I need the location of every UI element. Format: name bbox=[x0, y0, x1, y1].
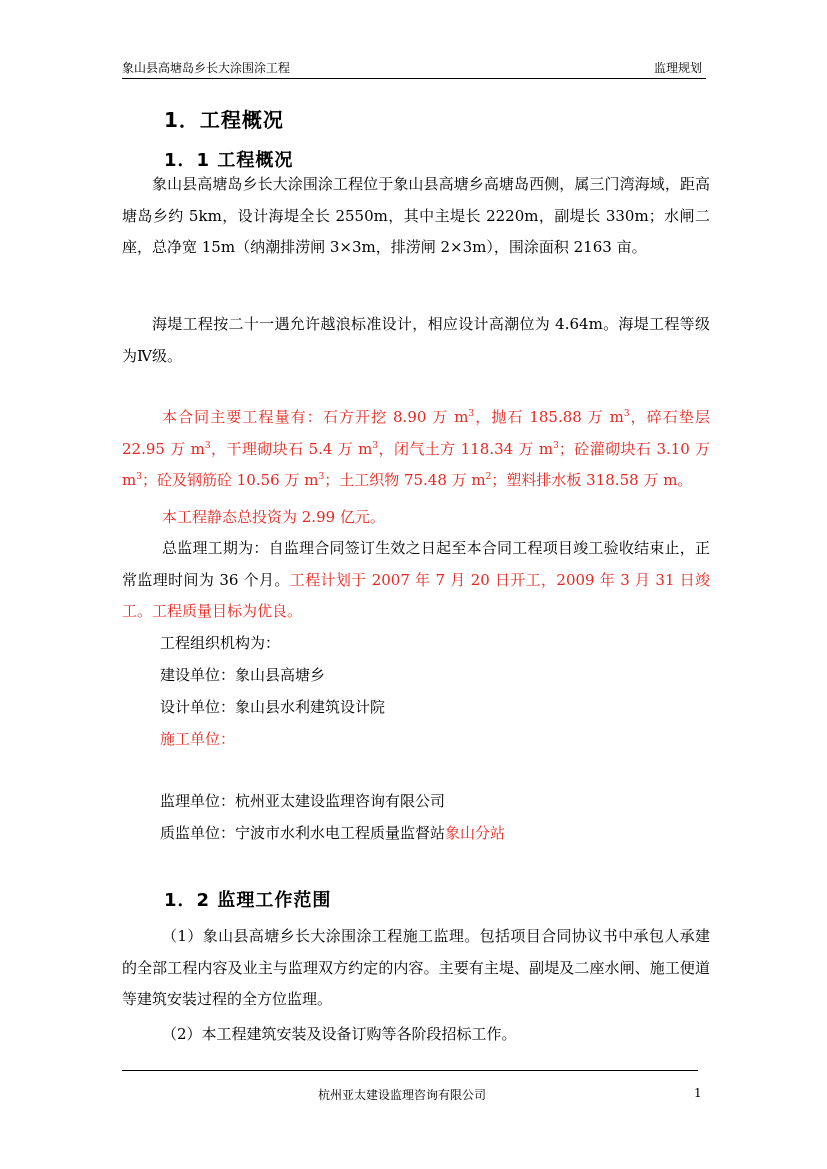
quantity-gravel: ，碎石垫层 22.95 万 m bbox=[122, 408, 710, 458]
sup-3: 3 bbox=[136, 472, 142, 482]
sup-3: 3 bbox=[204, 440, 211, 451]
org-build-unit: 建设单位：象山县高塘乡 bbox=[160, 666, 326, 684]
sup-3: 3 bbox=[553, 440, 559, 451]
sup-3: 3 bbox=[318, 472, 325, 482]
header-project-title: 象山县高塘岛乡长大涂围涂工程 bbox=[122, 61, 291, 75]
quantity-earthwork: ，闭气土方 118.34 万 m bbox=[378, 439, 554, 458]
paragraph-design-standard: 海堤工程按二十一遇允许越浪标准设计，相应设计高潮位为 4.64m。海堤工程等级为Ⅳ级。 bbox=[122, 315, 710, 365]
sup-3: 3 bbox=[623, 409, 630, 419]
footer-company: 杭州亚太建设监理咨询有限公司 bbox=[318, 1088, 487, 1102]
org-quality-unit bbox=[160, 818, 505, 850]
paragraph-period bbox=[122, 533, 710, 628]
sup-3: 3 bbox=[372, 440, 379, 451]
period-schedule: 工程计划于 2007 年 7 月 20 日开工，2009 年 3 月 31 日竣工。工程质量目标为优良。 bbox=[122, 570, 711, 620]
quantities-intro: 本合同主要工程量有： bbox=[162, 408, 323, 426]
period-text: 总监理工期为：自监理合同签订生效之日起至本合同工程项目竣工验收结束止，正常监理时间为 36 个月。 bbox=[122, 539, 710, 589]
footer-rule bbox=[122, 1070, 698, 1071]
heading-1-1: 1．1 工程概况 bbox=[164, 150, 294, 171]
quantity-geotextile: ；土工织物 75.48 万 m bbox=[324, 471, 486, 489]
page-number: 1 bbox=[694, 1086, 702, 1100]
paragraph-scope-2: （2）本工程建筑安装及设备订购等各阶段招标工作。 bbox=[162, 1025, 517, 1043]
quantity-drain-board: ；塑料排水板 318.58 万 m。 bbox=[491, 471, 693, 489]
org-quality-branch: 象山分站 bbox=[445, 824, 506, 842]
org-title: 工程组织机构为： bbox=[160, 634, 281, 652]
sup-3: 3 bbox=[468, 409, 475, 419]
page-header bbox=[122, 58, 706, 79]
heading-1: 1．工程概况 bbox=[164, 108, 284, 132]
sup-2: 2 bbox=[485, 472, 492, 482]
quantity-riprap: ，抛石 185.88 万 m bbox=[474, 408, 624, 426]
paragraph-quantities bbox=[122, 402, 710, 497]
heading-1-2: 1．2 监理工作范围 bbox=[164, 890, 332, 911]
paragraph-overview: 象山县高塘岛乡长大涂围涂工程位于象山县高塘乡高塘岛西侧，属三门湾海域，距高塘岛乡约 5km，设计海堤全长 2550m，其中主堤长 2220m，副堤长 330m；水闸二座，总净宽 15m（纳潮排涝闸 3×3m，排涝闸 2×3m），围涂面积 2163 亩。 bbox=[122, 175, 710, 256]
org-supervise-unit: 监理单位：杭州亚太建设监理咨询有限公司 bbox=[160, 792, 446, 810]
paragraph-investment: 本工程静态总投资为 2.99 亿元。 bbox=[162, 508, 385, 526]
org-construct-unit: 施工单位： bbox=[160, 730, 236, 748]
quantity-dry-masonry: ，干理砌块石 5.4 万 m bbox=[210, 439, 373, 458]
quantity-concrete: ；砼及钢筋砼 10.56 万 m bbox=[141, 471, 319, 489]
paragraph-scope-1: （1）象山县高塘乡长大涂围涂工程施工监理。包括项目合同协议书中承包人承建的全部工程内容及业主与监理双方约定的内容。主要有主堤、副堤及二座水闸、施工便道等建筑安装过程的全方位监理。 bbox=[122, 927, 710, 1008]
org-design-unit: 设计单位：象山县水利建筑设计院 bbox=[160, 698, 386, 716]
quantity-excavation: 石方开挖 8.90 万 m bbox=[322, 408, 469, 426]
org-quality-unit-text: 质监单位：宁波市水利水电工程质量监督站 bbox=[160, 824, 446, 842]
quantity-grouted-masonry: ；砼灌砌块石 3.10 万 m bbox=[122, 439, 711, 489]
header-doc-type: 监理规划 bbox=[653, 61, 702, 75]
